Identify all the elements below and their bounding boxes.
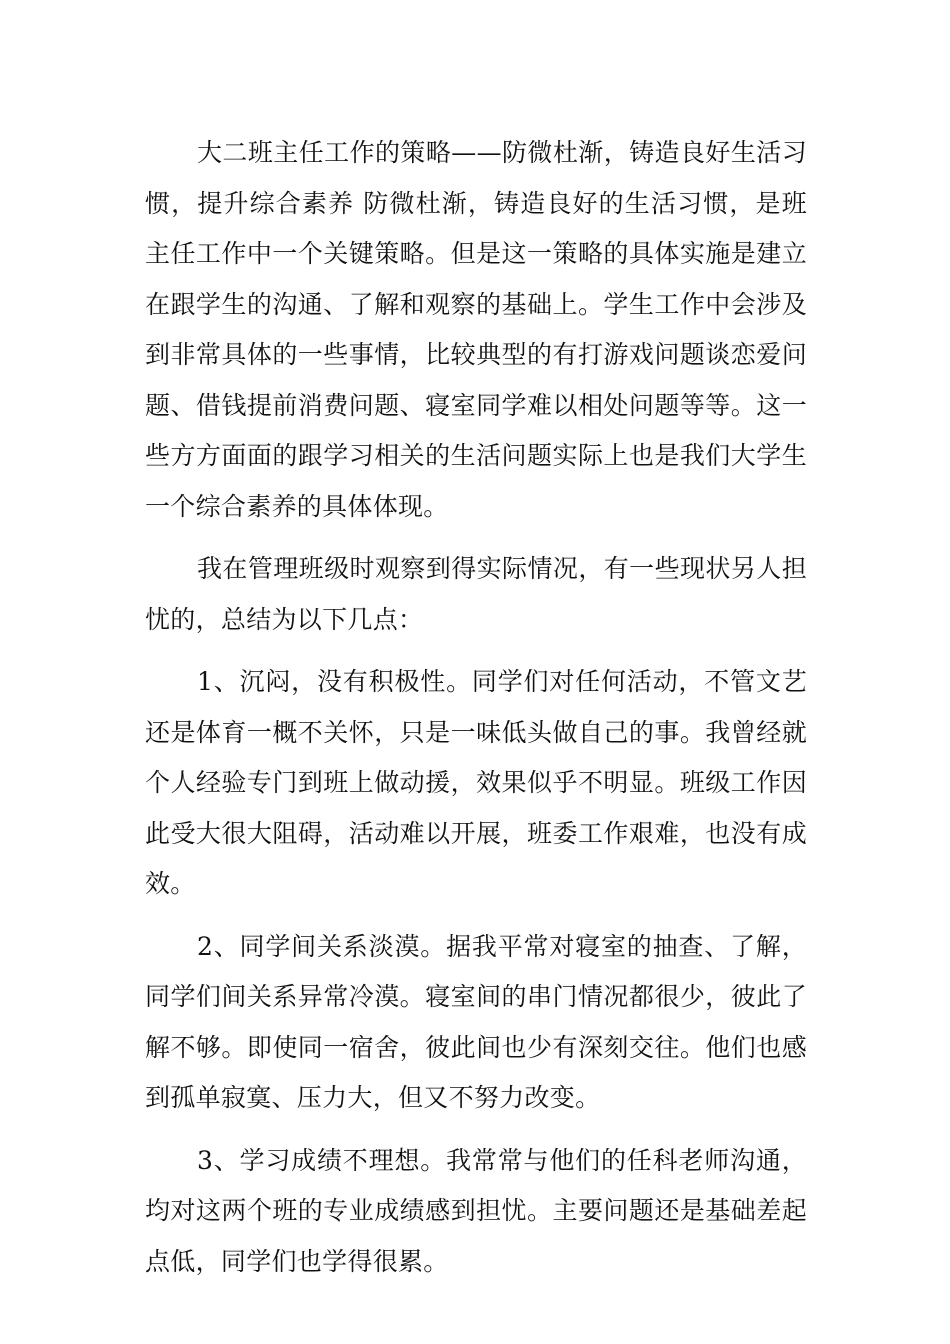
paragraph-point-3: 3、学习成绩不理想。我常常与他们的任科老师沟通，均对这两个班的专业成绩感到担忧。主要问题还是基础差起点低，同学们也学得很累。 bbox=[145, 1145, 807, 1276]
paragraph-point-1: 1、沉闷，没有积极性。同学们对任何活动，不管文艺还是体育一概不关怀，只是一味低头做自己的事。我曾经就个人经验专门到班上做动援，效果似乎不明显。班级工作因此受大很大阻碍，活动难以开展，班委工作艰难，也没有成效。 bbox=[145, 667, 807, 898]
paragraph-observation: 我在管理班级时观察到得实际情况，有一些现状另人担忧的，总结为以下几点： bbox=[145, 554, 807, 634]
paragraph-point-2: 2、同学间关系淡漠。据我平常对寝室的抽查、了解，同学们间关系异常冷漠。寝室间的串门情况都很少，彼此了解不够。即使同一宿舍，彼此间也少有深刻交往。他们也感到孤单寂寞、压力大，但又不努力改变。 bbox=[145, 931, 807, 1112]
document-body bbox=[145, 128, 807, 1299]
paragraph-intro: 大二班主任工作的策略——防微杜渐，铸造良好生活习惯，提升综合素养 防微杜渐，铸造良好的生活习惯，是班主任工作中一个关键策略。但是这一策略的具体实施是建立在跟学生的沟通、了解和观察的基础上。学生工作中会涉及到非常具体的一些事情，比较典型的有打游戏问题谈恋爱问题、借钱提前消费问题、寝室同学难以相处问题等等。这一些方方面面的跟学习相关的生活问题实际上也是我们大学生一个综合素养的具体体现。 bbox=[145, 138, 807, 521]
